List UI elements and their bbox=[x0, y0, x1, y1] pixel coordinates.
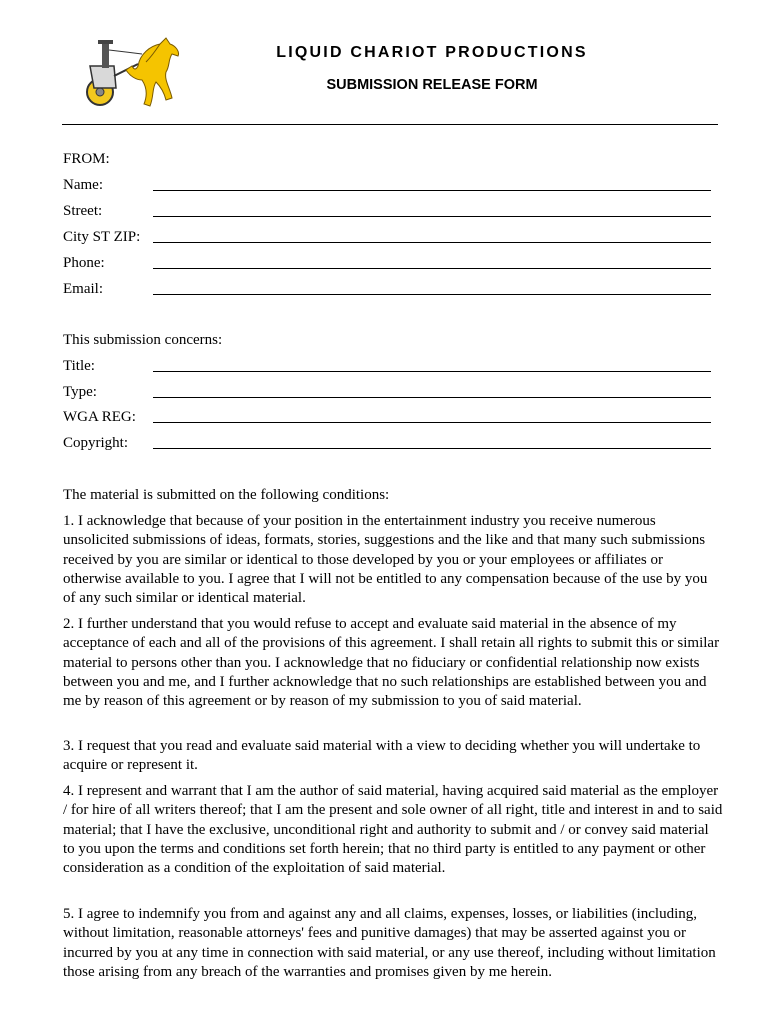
chariot-horse-logo-icon bbox=[80, 36, 190, 112]
street-label: Street: bbox=[63, 203, 103, 219]
submission-heading: This submission concerns: bbox=[63, 332, 223, 348]
from-heading: FROM: bbox=[63, 151, 110, 167]
wga-reg-field[interactable] bbox=[153, 422, 711, 423]
header-divider bbox=[62, 124, 718, 125]
wga-reg-label: WGA REG: bbox=[63, 409, 136, 425]
phone-field[interactable] bbox=[153, 268, 711, 269]
email-field[interactable] bbox=[153, 294, 711, 295]
street-field[interactable] bbox=[153, 216, 711, 217]
name-field[interactable] bbox=[153, 190, 711, 191]
condition-5: 5. I agree to indemnify you from and against any and all claims, expenses, losses, or liabilities (including, without limitation, reasonable attorneys' fees and punitive damages) that may be asserted against you or incurred by you at any time in connection with said material, or any use thereof, including without limitation those arising from any breach of the warranties and promises given by me herein. bbox=[63, 906, 716, 980]
form-title: SUBMISSION RELEASE FORM bbox=[326, 77, 538, 93]
type-field[interactable] bbox=[153, 397, 711, 398]
name-label: Name: bbox=[63, 177, 103, 193]
type-label: Type: bbox=[63, 384, 97, 400]
conditions-intro: The material is submitted on the following conditions: bbox=[63, 487, 390, 503]
city-st-zip-label: City ST ZIP: bbox=[63, 229, 141, 245]
title-field[interactable] bbox=[153, 371, 711, 372]
email-label: Email: bbox=[63, 281, 103, 297]
copyright-field[interactable] bbox=[153, 448, 711, 449]
title-label: Title: bbox=[63, 358, 95, 374]
condition-3: 3. I request that you read and evaluate said material with a view to deciding whether you will undertake to acquire or represent it. bbox=[63, 738, 701, 774]
phone-label: Phone: bbox=[63, 255, 105, 271]
condition-1: 1. I acknowledge that because of your position in the entertainment industry you receive numerous unsolicited submissions of ideas, formats, stories, suggestions and the like and that many such submissions received by you are similar or identical to those developed by you or your employees or affiliates or otherwise available to you. I agree that I will not be entitled to any compensation because of the use by you of any such similar or identical material. bbox=[63, 513, 708, 607]
condition-4: 4. I represent and warrant that I am the author of said material, having acquired said material as the employer / for hire of all writers thereof; that I am the present and sole owner of all right, title and interest in and to said material; that I have the exclusive, unconditional right and authority to submit and / or convey said material to you upon the terms and conditions set forth herein; that no third party is entitled to any payment or other consideration as a condition of the exploitation of said material. bbox=[63, 783, 723, 877]
copyright-label: Copyright: bbox=[63, 435, 129, 451]
city-st-zip-field[interactable] bbox=[153, 242, 711, 243]
condition-2: 2. I further understand that you would refuse to accept and evaluate said material in the absence of my acceptance of each and all of the provisions of this agreement. I shall retain all rights to submit this or similar material to persons other than you. I acknowledge that no fiduciary or confidential relationship now exists between you and me, and I further acknowledge that no such relationships are established between you and me by reason of this agreement or by reason of my submission to you of said material. bbox=[63, 616, 720, 710]
company-name: LIQUID CHARIOT PRODUCTIONS bbox=[276, 44, 588, 61]
